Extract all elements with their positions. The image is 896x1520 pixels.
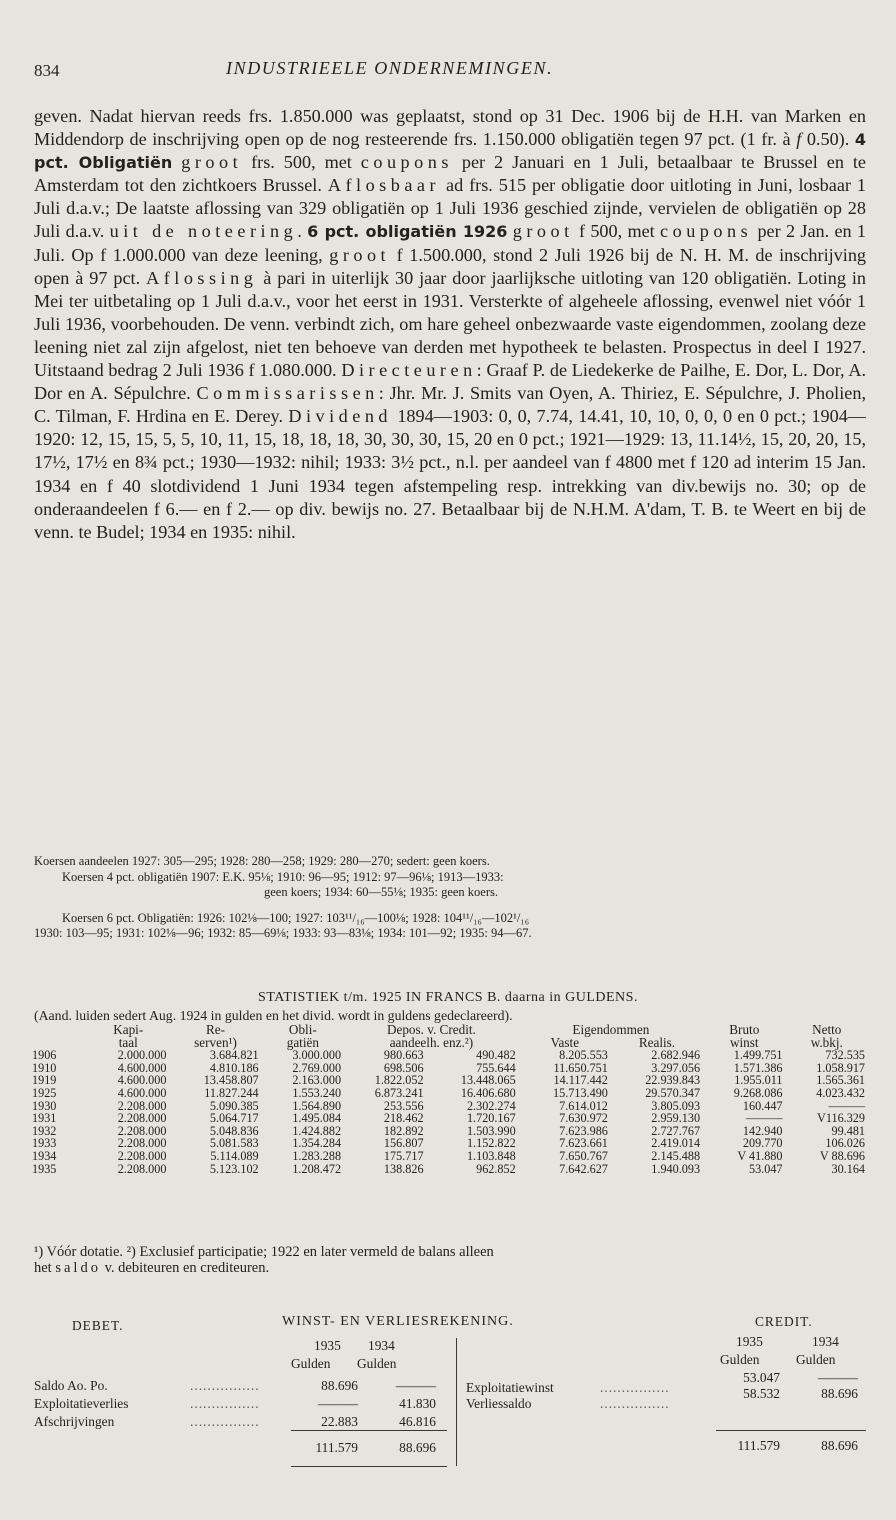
col-header: winst: [729, 1034, 759, 1050]
credit-value-1935: 58.532: [743, 1386, 780, 1401]
value-cell: 2.000.000: [117, 1048, 167, 1063]
value-cell: 182.892: [383, 1123, 424, 1138]
value-cell: 11.650.751: [553, 1060, 608, 1075]
value-cell: 160.447: [742, 1098, 783, 1113]
footnote-line: [34, 1261, 868, 1277]
value-cell: 1.058.917: [816, 1060, 865, 1075]
value-cell: 14.117.442: [553, 1073, 608, 1088]
value-cell: 9.268.086: [733, 1085, 783, 1100]
value-cell: 2.208.000: [117, 1148, 167, 1163]
value-cell: 7.614.012: [559, 1098, 608, 1113]
debet-sum-line: [291, 1430, 447, 1431]
koers-line: Koersen aandeelen 1927: 305—295; 1928: 280—258; 1929: 280—270; sedert: geen koers.: [34, 854, 490, 868]
value-cell: 2.208.000: [117, 1098, 167, 1113]
value-cell: 1.955.011: [734, 1073, 783, 1088]
value-cell: 1.152.822: [466, 1136, 516, 1151]
value-cell: 138.826: [383, 1161, 424, 1176]
value-cell: V116.329: [817, 1111, 865, 1126]
value-cell: 156.807: [383, 1136, 424, 1151]
value-cell: 4.600.000: [117, 1085, 167, 1100]
credit-total-1935: 111.579: [737, 1438, 780, 1453]
value-cell: 4.810.186: [209, 1060, 259, 1075]
value-cell: 5.123.102: [209, 1161, 259, 1176]
leader-dots: ................: [190, 1414, 260, 1429]
value-cell: 1.571.386: [733, 1060, 783, 1075]
value-cell: 99.481: [831, 1123, 865, 1138]
bond-heading-6pct: 6 pct. obligatiën 1926: [307, 222, 508, 242]
value-cell: V 88.696: [819, 1148, 865, 1163]
statistiek-note: (Aand. luiden sedert Aug. 1924 in gulden en het divid. wordt in guldens gedeclareerd).: [34, 1008, 513, 1023]
spaced-term: Directeuren: [341, 360, 477, 381]
text-run: 0.50).: [801, 129, 855, 150]
spaced-term: Aflossing: [146, 267, 258, 288]
footnote-line: ¹) Vóór dotatie. ²) Exclusief participatie; 1922 en later vermeld de balans alleen: [34, 1244, 494, 1260]
value-cell: 490.482: [476, 1048, 516, 1063]
value-cell: 698.506: [383, 1060, 424, 1075]
statistiek-title: STATISTIEK t/m. 1925 IN FRANCS B. daarna in GULDENS.: [258, 990, 638, 1005]
value-cell: 1.499.751: [733, 1048, 783, 1063]
text-run: per 2 Januari en 1 Juli, betaalbaar te Brussel en te Amsterdam tot den zichtkoers Brussel.: [34, 152, 866, 196]
year-cell: 1919: [32, 1073, 57, 1088]
leader-dots: ................: [600, 1396, 670, 1411]
col-header: Vaste: [550, 1034, 580, 1050]
spaced-term: Commissarissen: [196, 383, 379, 404]
value-cell: 1.354.284: [292, 1136, 342, 1151]
debet-row-label: Saldo Ao. Po.: [34, 1378, 108, 1393]
text-run: het: [34, 1259, 56, 1276]
value-cell: 6.873.241: [374, 1085, 424, 1100]
debet-value-1934: 41.830: [399, 1396, 436, 1411]
text-run: [172, 152, 181, 172]
spaced-term: coupons: [360, 152, 453, 173]
year-cell: 1910: [32, 1060, 57, 1075]
spaced-term: Aflosbaar: [327, 175, 441, 196]
value-cell: 2.145.488: [651, 1148, 701, 1163]
debet-value-1934: 46.816: [399, 1414, 436, 1429]
debet-value-1934: ———: [395, 1378, 436, 1393]
koers-line: geen koers; 1934: 60—55⅛; 1935: geen koers.: [264, 885, 498, 900]
credit-unit-1934: Gulden: [796, 1352, 836, 1367]
value-cell: 2.208.000: [117, 1111, 167, 1126]
value-cell: 29.570.347: [645, 1085, 701, 1100]
value-cell: 3.805.093: [651, 1098, 701, 1113]
page-number: 834: [34, 61, 60, 80]
col-header: Netto: [812, 1022, 842, 1037]
debet-year-1934: 1934: [368, 1338, 395, 1353]
bond-heading-4pct: 4 pct. Obligatiën: [34, 130, 866, 173]
value-cell: 3.684.821: [209, 1048, 259, 1063]
value-cell: 1.822.052: [374, 1073, 424, 1088]
value-cell: 2.419.014: [651, 1136, 701, 1151]
value-cell: 7.623.661: [559, 1136, 608, 1151]
leader-dots: ................: [600, 1380, 670, 1395]
page-title: INDUSTRIEELE ONDERNEMINGEN.: [226, 58, 554, 78]
col-header: Re-: [206, 1022, 226, 1037]
col-header: Eigendommen: [572, 1022, 650, 1037]
text-run: geven. Nadat hiervan reeds frs. 1.850.000 was geplaatst, stond op 31 Dec. 1906 bij de H.H. van Marken en Middendorp de inschrijving open op de nog resteerende frs. 1.150.000 obligatiën tegen 97 pct. (1 fr. à: [34, 106, 866, 150]
value-cell: 732.535: [825, 1048, 865, 1063]
value-cell: 4.600.000: [117, 1073, 167, 1088]
text-run: à pari in uiterlijk 30 jaar door jaarlijksche uitloting van 120 obligatiën. Loting in Mei ter uitbetaling op 1 Juli d.a.v., voor het eerst in 1931. Versterkte of algeheele aflossing, evenwel niet vóór 1 Juli 1936, voorbehouden. De venn. verbindt zich, om hare geheel onbezwaarde vaste eigendommen, zoolang deze leening niet zal zijn afgelost, niet ten behoeve van derden met hypotheek te belasten. Prospectus in deel I 1927. Uitstaand bedrag 2 Juli 1936 f 1.080.000.: [34, 267, 866, 381]
value-cell: 2.959.130: [651, 1111, 701, 1126]
value-cell: 755.644: [476, 1060, 516, 1075]
debet-value-1935: ———: [317, 1396, 358, 1411]
spaced-term: groot: [329, 244, 391, 265]
value-cell: 5.048.836: [209, 1123, 259, 1138]
value-cell: 11.827.244: [204, 1085, 259, 1100]
credit-sum-line: [716, 1430, 866, 1431]
debet-unit-1934: Gulden: [357, 1356, 397, 1371]
value-cell: 7.642.627: [559, 1161, 608, 1176]
col-header: w.bkj.: [810, 1034, 843, 1050]
value-cell: 5.081.583: [209, 1136, 259, 1151]
text-run: f 500, met: [573, 221, 661, 242]
value-cell: 1.495.084: [292, 1111, 342, 1126]
value-cell: 1.208.472: [292, 1161, 342, 1176]
body-paragraph: [34, 105, 866, 544]
spaced-term: saldo: [55, 1259, 101, 1276]
debet-row-label: Afschrijvingen: [34, 1414, 115, 1429]
footnotes: [34, 1245, 868, 1276]
credit-value-1934: ———: [817, 1370, 858, 1385]
value-cell: 4.600.000: [117, 1060, 167, 1075]
value-cell: 3.000.000: [292, 1048, 342, 1063]
credit-row-label: Exploitatiewinst: [466, 1380, 554, 1395]
value-cell: ———: [745, 1111, 783, 1126]
value-cell: 5.090.385: [209, 1098, 259, 1113]
koers-line: 1930: 103—95; 1931: 102⅛—96; 1932: 85—69⅛; 1933: 93—83⅛; 1934: 101—92; 1935: 94—67.: [34, 926, 532, 941]
value-cell: 2.302.274: [466, 1098, 516, 1113]
value-cell: 1.565.361: [816, 1073, 865, 1088]
spaced-term: uit de noteering: [109, 221, 298, 242]
running-header: [34, 58, 864, 82]
value-cell: V 41.880: [737, 1148, 783, 1163]
value-cell: 2.163.000: [292, 1073, 342, 1088]
value-cell: 7.650.767: [559, 1148, 608, 1163]
text-run: : Graaf P. de Liedekerke de Pailhe, E. Dor, L. Dor, A. Dor en A. Sépulchre.: [34, 360, 866, 404]
text-run: frs. 500, met: [242, 152, 361, 173]
value-cell: 142.940: [742, 1123, 783, 1138]
spaced-term: groot: [512, 221, 574, 242]
text-run: v. debiteuren en crediteuren.: [100, 1259, 270, 1276]
col-header: Obli-: [288, 1022, 317, 1037]
col-header: taal: [118, 1034, 138, 1050]
credit-value-1934: 88.696: [821, 1386, 858, 1401]
value-cell: 2.769.000: [292, 1060, 342, 1075]
value-cell: 1.424.882: [292, 1123, 342, 1138]
value-cell: 1.720.167: [466, 1111, 516, 1126]
value-cell: 1.940.093: [651, 1161, 701, 1176]
debet-year-1935: 1935: [314, 1338, 341, 1353]
debet-row-label: Exploitatieverlies: [34, 1396, 129, 1411]
value-cell: 7.630.972: [559, 1111, 608, 1126]
koers-line: Koersen 4 pct. obligatiën 1907: E.K. 95⅛; 1910: 96—95; 1912: 97—96⅛; 1913—1933:: [62, 869, 504, 884]
value-cell: 218.462: [383, 1111, 424, 1126]
text-run: 1894—1903: 0, 0, 7.74, 14.41, 10, 10, 0, 0, 0 en 0 pct.; 1904—1920: 12, 15, 15, 5, 5, 10, 11, 15, 18, 18, 18, 30, 30, 30, 15, 20 en 0 pct.; 1921—1929: 13, 11.14½, 15, 20, 20, 15, 17½, 17½ en 8¾ pct.; 1930—1932: nihil; 1933: 3½ pct., n.l. per aandeel van f 4800 met f 120 ad interim 15 Jan. 1934 en f 40 slotdividend 1 Juni 1934 tegen afstempeling resp. intrekking van div.bewijs no. 30; op de onderaandeelen f 6.— en f 2.— op div. bewijs no. 27. Betaalbaar bij de N.H.M. A'dam, T. B. te Weert en bij de venn. te Budel; 1934 en 1935: nihil.: [34, 406, 866, 542]
value-cell: 16.406.680: [460, 1085, 516, 1100]
debet-value-1935: 88.696: [321, 1378, 358, 1393]
value-cell: 209.770: [742, 1136, 783, 1151]
year-cell: 1925: [32, 1085, 57, 1100]
value-cell: 2.727.767: [651, 1123, 701, 1138]
credit-row-label: Verliessaldo: [466, 1396, 532, 1411]
debet-value-1935: 22.883: [321, 1414, 358, 1429]
debet-total-1935: 111.579: [315, 1440, 358, 1455]
col-header: aandeelh. enz.²): [389, 1034, 474, 1050]
company-description: [34, 105, 866, 544]
value-cell: 1.564.890: [292, 1098, 342, 1113]
statistiek-table: [22, 1024, 868, 1175]
text-run: f: [796, 129, 802, 150]
year-cell: 1906: [32, 1048, 57, 1063]
table-row: [22, 1087, 868, 1100]
value-cell: 175.717: [383, 1148, 424, 1163]
col-header: serven¹): [194, 1034, 237, 1050]
credit-value-1935: 53.047: [743, 1370, 780, 1385]
value-cell: 980.663: [383, 1048, 424, 1063]
col-header: Bruto: [729, 1022, 760, 1037]
value-cell: 5.114.089: [210, 1148, 259, 1163]
text-run: per 2 Jan. en 1 Juli. Op f 1.000.000 van deze leening,: [34, 221, 867, 265]
statistiek-body: [22, 1049, 868, 1175]
credit-unit-1935: Gulden: [720, 1352, 760, 1367]
value-cell: 15.713.490: [553, 1085, 608, 1100]
year-cell: 1931: [32, 1111, 57, 1126]
account-divider: [456, 1338, 457, 1466]
value-cell: 1.503.990: [466, 1123, 516, 1138]
leader-dots: ................: [190, 1378, 260, 1393]
credit-total-1934: 88.696: [821, 1438, 858, 1453]
leader-dots: ................: [190, 1396, 260, 1411]
value-cell: 1.553.240: [292, 1085, 342, 1100]
spaced-term: coupons: [660, 221, 753, 242]
credit-label: CREDIT.: [755, 1314, 813, 1329]
col-header: Kapi-: [113, 1022, 144, 1037]
text-run: .: [297, 221, 308, 242]
debet-label: DEBET.: [72, 1318, 124, 1333]
col-header: Depos. v. Credit.: [386, 1022, 476, 1037]
account-title: WINST- EN VERLIESREKENING.: [282, 1314, 514, 1329]
spaced-term: groot: [181, 152, 243, 173]
text-run: f 1.500.000, stond 2 Juli 1926 bij de N. H. M. de inschrijving open à 97 pct.: [34, 244, 867, 288]
col-header: gatiën: [286, 1034, 319, 1050]
value-cell: 2.208.000: [117, 1136, 167, 1151]
value-cell: 13.458.807: [203, 1073, 259, 1088]
value-cell: 1.103.848: [466, 1148, 516, 1163]
table-row: [22, 1049, 868, 1062]
value-cell: 2.208.000: [117, 1123, 167, 1138]
value-cell: ———: [828, 1098, 865, 1113]
text-run: ad frs. 515 per obligatie door uitloting in Juni, losbaar 1 Juli d.a.v.; De laatste aflossing van 329 obligatiën op 1 Juli 1936 geschied zijnde, vervielen de obligatiën op 28 Juli d.a.v.: [34, 175, 866, 242]
spaced-term: Dividend: [288, 406, 393, 427]
value-cell: 2.682.946: [651, 1048, 701, 1063]
debet-unit-1935: Gulden: [291, 1356, 331, 1371]
koers-line: Koersen 6 pct. Obligatiën: 1926: 102⅛—100; 1927: 103¹¹/₁₆—100⅛; 1928: 104¹¹/₁₆—102¹/₁₆: [62, 910, 530, 925]
text-run: : Jhr. Mr. J. Smits van Oyen, A. Thiriez, E. Sépulchre, J. Pholien, C. Tilman, F. Hrdina en E. Derey.: [34, 383, 866, 427]
value-cell: 2.208.000: [117, 1161, 167, 1176]
value-cell: 22.939.843: [645, 1073, 701, 1088]
year-cell: 1930: [32, 1098, 57, 1113]
year-cell: 1934: [32, 1148, 57, 1163]
table-row: [22, 1150, 868, 1163]
year-cell: 1933: [32, 1136, 57, 1151]
value-cell: 4.023.432: [816, 1085, 865, 1100]
year-cell: 1935: [32, 1161, 57, 1176]
col-header: Realis.: [638, 1034, 676, 1050]
value-cell: 7.623.986: [559, 1123, 608, 1138]
value-cell: 8.205.553: [559, 1048, 608, 1063]
value-cell: 962.852: [476, 1161, 516, 1176]
koersen-block: [34, 854, 868, 942]
debet-total-1934: 88.696: [399, 1440, 436, 1455]
value-cell: 53.047: [748, 1161, 783, 1176]
value-cell: 13.448.065: [460, 1073, 516, 1088]
value-cell: 5.064.717: [209, 1111, 259, 1126]
table-row: [22, 1112, 868, 1125]
debet-total-line: [291, 1466, 447, 1467]
value-cell: 253.556: [383, 1098, 424, 1113]
value-cell: 106.026: [825, 1136, 865, 1151]
credit-year-1935: 1935: [736, 1334, 763, 1349]
value-cell: 3.297.056: [651, 1060, 701, 1075]
credit-year-1934: 1934: [812, 1334, 839, 1349]
value-cell: 1.283.288: [292, 1148, 342, 1163]
table-row: [22, 1163, 868, 1176]
year-cell: 1932: [32, 1123, 57, 1138]
value-cell: 30.164: [831, 1161, 865, 1176]
